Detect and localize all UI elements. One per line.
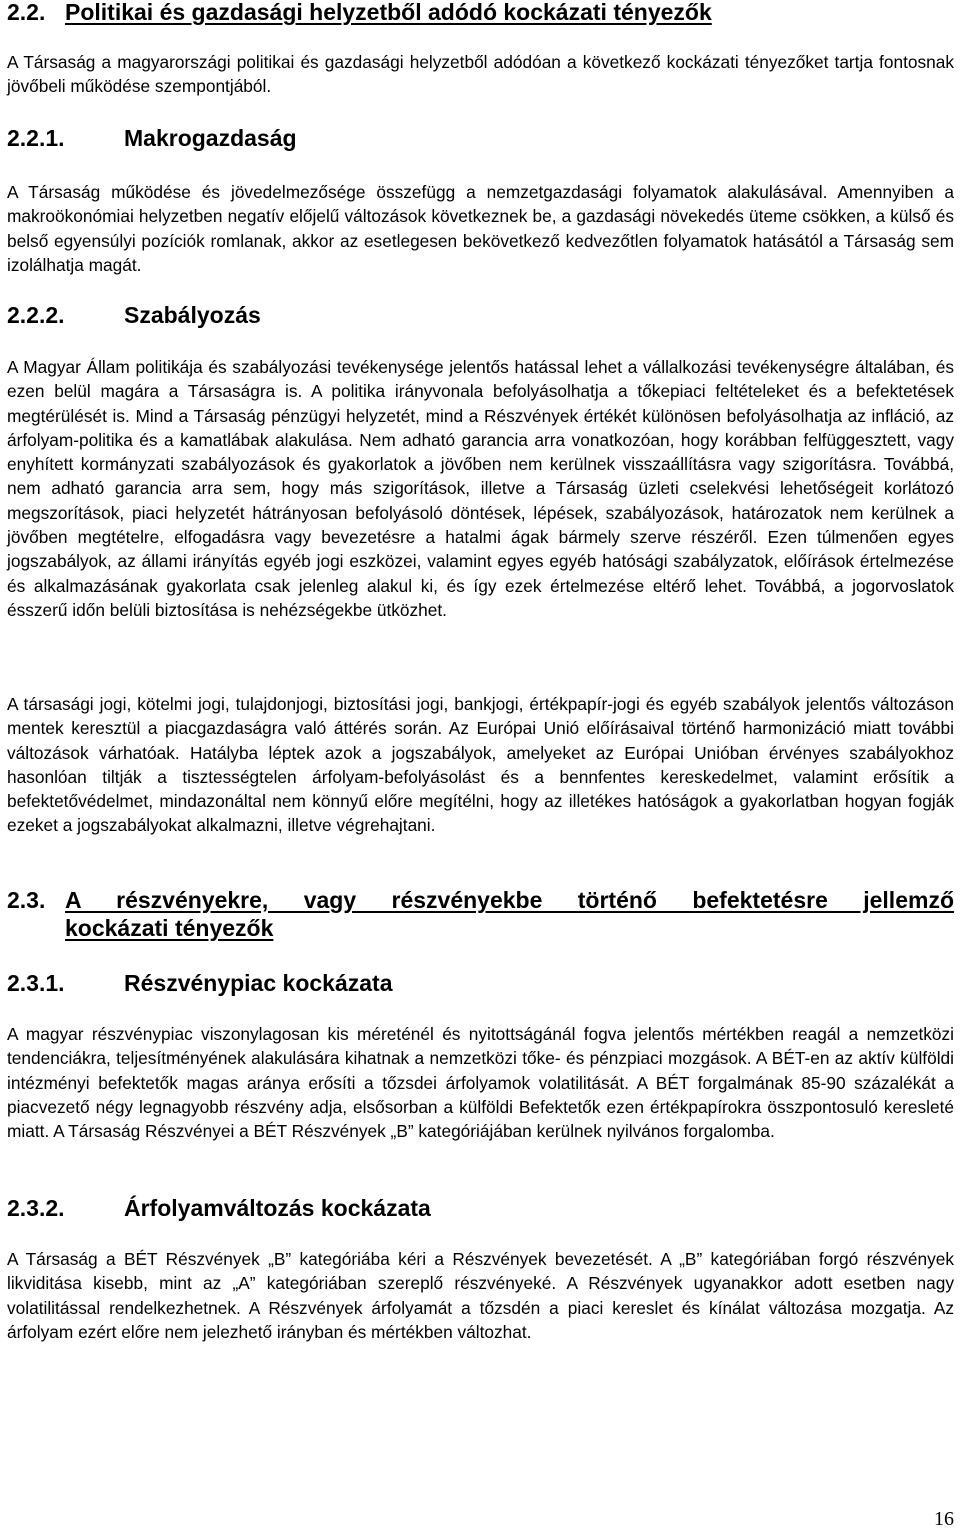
section-heading-2-2-1 <box>7 125 297 152</box>
section-number: 2.2. <box>7 0 46 25</box>
section-title-line-1: A részvényekre, vagy részvényekbe történő befektetésre jellemző <box>65 887 954 913</box>
paragraph: A társasági jogi, kötelmi jogi, tulajdonjogi, biztosítási jogi, bankjogi, értékpapír-jogi és egyéb szabályok jelentős változáson mentek keresztül a piacgazdaságra való áttérés során. Az Európai Unió előírásaival történő harmonizáció miatt további változások várhatóak. Hatályba léptek azok a jogszabályok, amelyeket az Európai Unióban érvényes szabályokhoz hasonlóan tiltják a tisztességtelen árfolyam-befolyásolást és a bennfentes kereskedelmet, valamint erősítik a befektetővédelmet, mindazonáltal nem könnyű előre megítélni, hogy az illetékes hatóságok a gyakorlatban hogyan fogják ezeket a jogszabályokat alkalmazni, illetve végrehajtani. <box>7 694 954 836</box>
section-title-line-2: kockázati tényezők <box>65 915 274 941</box>
section-heading-2-3-1 <box>7 970 393 997</box>
paragraph: A Társaság a BÉT Részvények „B” kategóriába kéri a Részvények bevezetését. A „B” kategóriában forgó részvények likviditása kisebb, mint az „A” kategóriában szereplő részvényeké. A Részvények ugyanakkor adott esetben nagy volatilitással rendelkezhetnek. A Részvények árfolyamát a tőzsdén a piaci kereslet és kínálat változása mozgatja. Az árfolyam ezért előre nem jelezhető irányban és mértékben változhat. <box>7 1249 954 1342</box>
paragraph: A Magyar Állam politikája és szabályozási tevékenysége jelentős hatással lehet a vállalkozási tevékenységre általában, és ezen belül magára a Társaságra is. A politika irányvonala befolyásolhatja a tőkepiaci feltételeket és a befektetések megtérülését is. Mind a Társaság pénzügyi helyzetét, mind a Részvények értékét különösen befolyásolhatja az infláció, az árfolyam-politika és a kamatlábak alakulása. Nem adható garancia arra vonatkozóan, hogy korábban felfüggesztett, vagy enyhített kormányzati szabályozások és gyakorlatok a jövőben nem kerülnek visszaállításra vagy szigorításra. Továbbá, nem adható garancia arra sem, hogy más szigorítások, illetve a Társaság üzleti cselekvési lehetőségeit korlátozó megszorítások, piaci helyzetét hátrányosan befolyásoló döntések, lépések, szabályozások, határozatok nem kerülnek a jövőben megtételre, elfogadásra vagy bevezetésre a hatalmi ágak bármely szerve részéről. Ezen túlmenően egyes jogszabályok, az állami irányítás egyéb jogi eszközei, valamint egyes egyéb hatósági szabályzatok, előírások értelmezése és alkalmazásának gyakorlata csak jelenleg alakul ki, és így ezek értelmezése eltérő lehet. Továbbá, a jogorvoslatok ésszerű időn belüli biztosítása is nehézségekbe ütközhet. <box>7 357 954 620</box>
section-title: Politikai és gazdasági helyzetből adódó kockázati tényezők <box>65 0 712 25</box>
page-number: 16 <box>934 1508 954 1530</box>
section-title: Makrogazdaság <box>124 125 297 151</box>
section-title: Részvénypiac kockázata <box>124 970 393 996</box>
paragraph: A Társaság működése és jövedelmezősége összefügg a nemzetgazdasági folyamatok alakulásával. Amennyiben a makroökonómiai helyzetben negatív előjelű változások következnek be, a gazdasági növekedés üteme csökken, a külső és belső egyensúlyi pozíciók romlanak, akkor az esetlegesen bekövetkező kedvezőtlen folyamatok hatásától a Társaság sem izolálhatja magát. <box>7 182 954 275</box>
paragraph: A magyar részvénypiac viszonylagosan kis méreténél és nyitottságánál fogva jelentős mértékben reagál a nemzetközi tendenciákra, teljesítményének alakulására kihatnak a nemzetközi tőke- és pénzpiaci mozgások. A BÉT-en az aktív külföldi intézményi befektetők magas aránya erősíti a tőzsdei árfolyamok volatilitását. A BÉT forgalmának 85-90 százalékát a piacvezető négy legnagyobb részvény adja, elsősorban a külföldi Befektetők ezen értékpapírokra összpontosuló keresleté miatt. A Társaság Részvényei a BÉT Részvények „B” kategóriájában kerülnek nyilvános forgalomba. <box>7 1024 954 1142</box>
section-number: 2.2.2. <box>7 302 65 328</box>
section-number: 2.3.1. <box>7 970 65 996</box>
section-heading-2-2-2 <box>7 302 261 329</box>
section-heading-2-2 <box>7 0 712 26</box>
paragraph: A Társaság a magyarországi politikai és gazdasági helyzetből adódóan a következő kockázati tényezőket tartja fontosnak jövőbeli működése szempontjából. <box>7 52 954 97</box>
section-heading-2-3 <box>7 887 954 941</box>
section-number: 2.3.2. <box>7 1195 65 1221</box>
section-heading-2-3-2 <box>7 1195 431 1222</box>
section-number: 2.3. <box>7 887 46 913</box>
section-title: Szabályozás <box>124 302 261 328</box>
section-title: Árfolyamváltozás kockázata <box>124 1195 431 1221</box>
section-number: 2.2.1. <box>7 125 65 151</box>
